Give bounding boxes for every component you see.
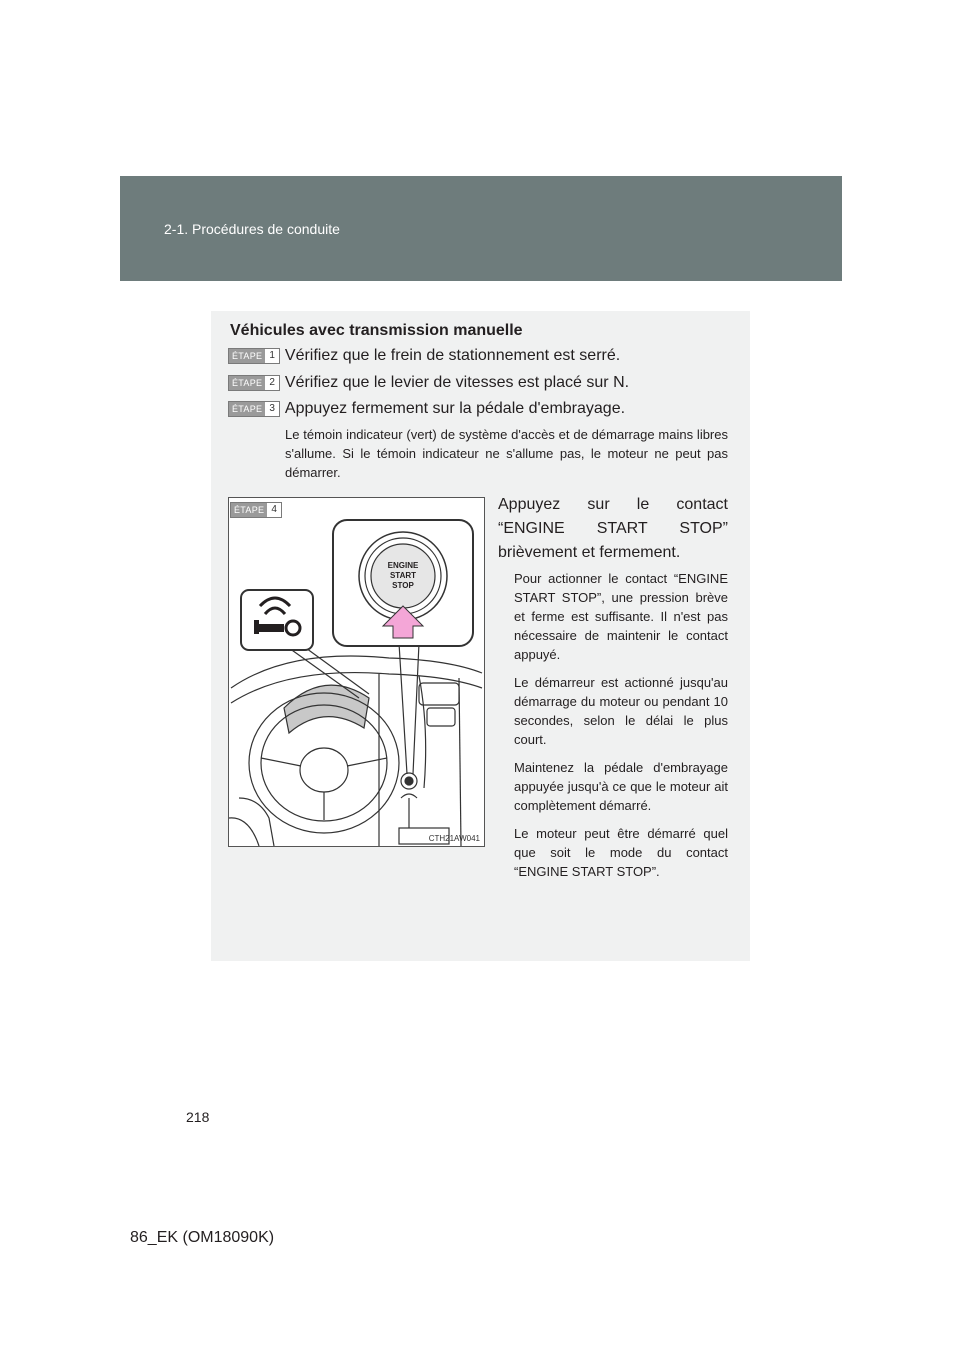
figure-code: CTH21AW041 [428, 834, 480, 843]
step-2 [228, 372, 629, 394]
button-label-line: STOP [392, 581, 414, 590]
button-label-line: ENGINE [387, 561, 419, 570]
step-3 [228, 398, 625, 420]
step-1 [228, 345, 620, 367]
step-badge: ÉTAPE 1 [228, 348, 280, 364]
step-badge: ÉTAPE 2 [228, 375, 280, 391]
note-paragraph: Le démarreur est actionné jusqu'au démarrage du moteur ou pendant 10 secondes, selon le délai le plus court. [514, 675, 728, 747]
section-header-title: 2-1. Procédures de conduite [164, 221, 340, 237]
note-paragraph: Le moteur peut être démarré quel que soit le mode du contact “ENGINE START STOP”. [514, 826, 728, 879]
section-title: Véhicules avec transmission manuelle [230, 322, 523, 339]
step-badge: ÉTAPE 3 [228, 401, 280, 417]
step-badge: ÉTAPE 4 [230, 502, 282, 518]
step-4-notes [514, 569, 728, 890]
button-label-line: START [389, 571, 417, 580]
section-header [120, 176, 842, 281]
engine-start-illustration [228, 497, 485, 847]
step-4-instruction: Appuyez sur le contact “ENGINE START STOP” brièvement et fermement. [498, 496, 728, 561]
page-number: 218 [186, 1109, 210, 1125]
step-3-note: Le témoin indicateur (vert) de système d'accès et de démarrage mains libres s'allume. Si le témoin indicateur ne s'allume pas, le moteur ne peut pas démarrer. [285, 427, 728, 480]
step-text: Vérifiez que le frein de stationnement est serré. [284, 347, 621, 364]
note-paragraph: Pour actionner le contact “ENGINE START STOP”, une pression brève et ferme est suffisante. Il n'est pas nécessaire de maintenir le contact appuyé. [514, 571, 728, 662]
footer-code: 86_EK (OM18090K) [130, 1229, 275, 1246]
step-text: Vérifiez que le levier de vitesses est placé sur N. [284, 374, 630, 391]
note-paragraph: Maintenez la pédale d'embrayage appuyée jusqu'à ce que le moteur ait complètement démarré. [514, 760, 728, 813]
dashboard-drawing [229, 498, 484, 846]
step-text: Appuyez fermement sur la pédale d'embrayage. [284, 400, 626, 417]
content-panel [211, 311, 750, 961]
